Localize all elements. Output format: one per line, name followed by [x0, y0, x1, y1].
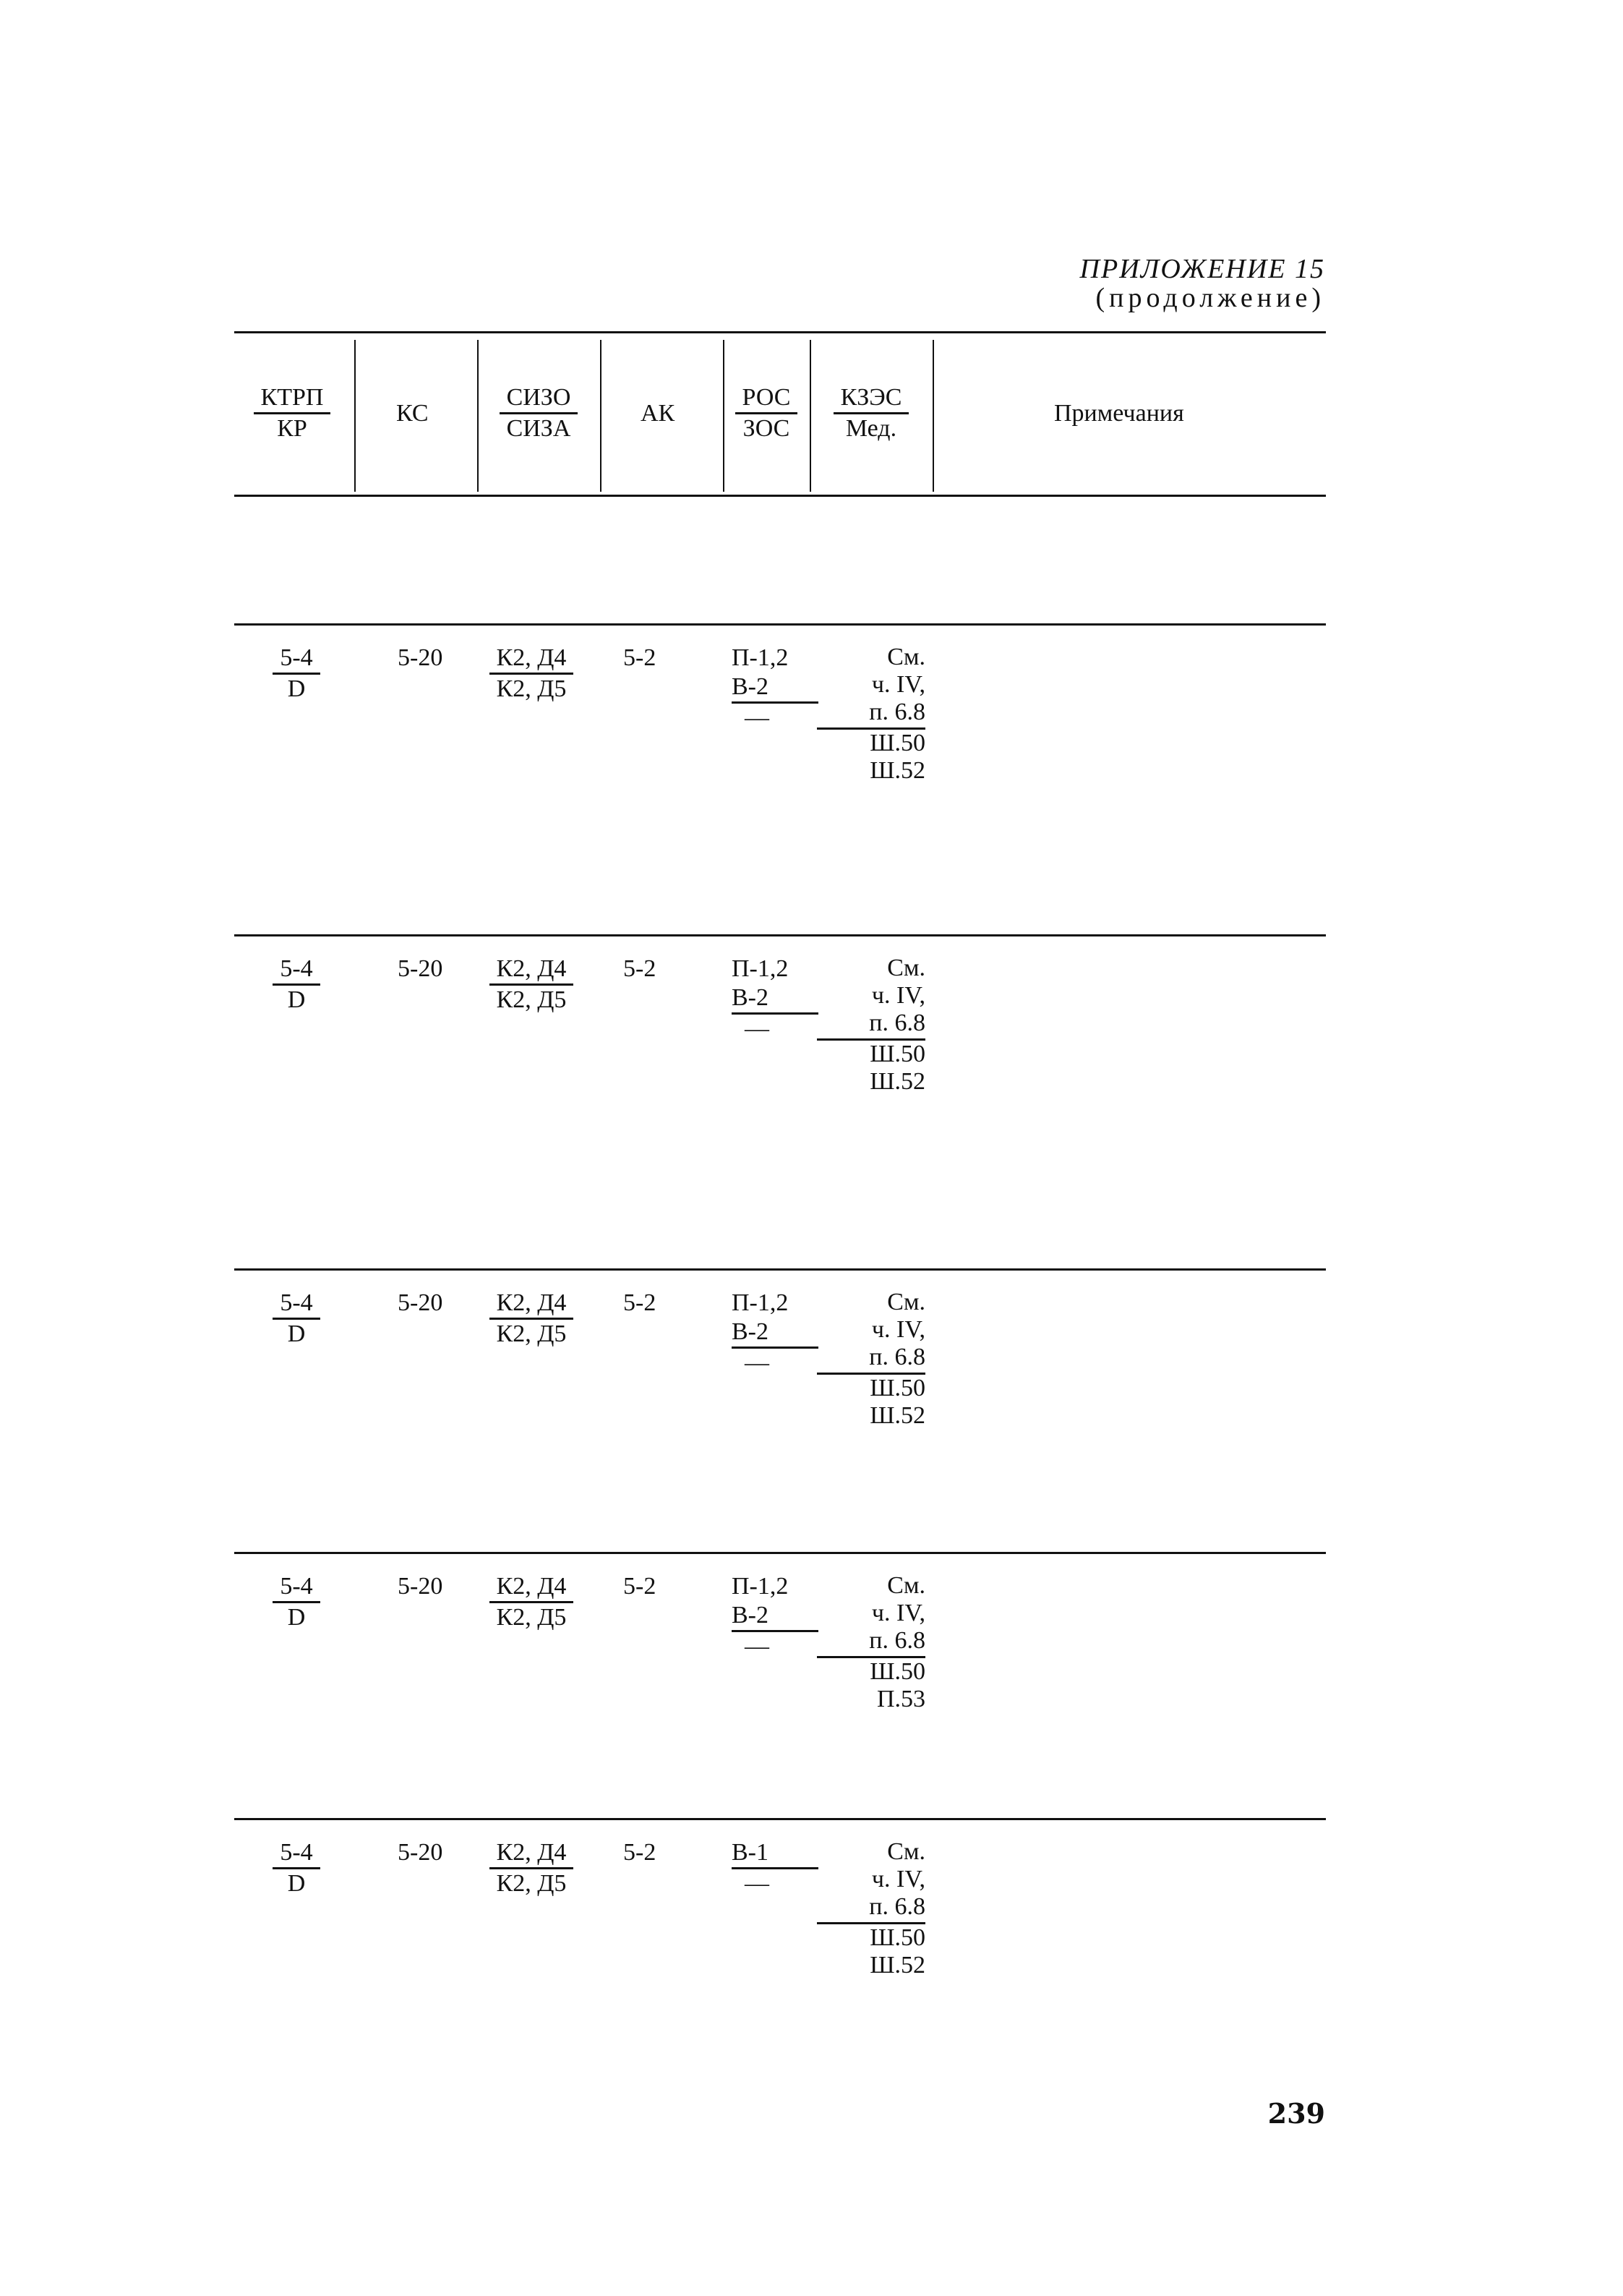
- cell-med-line1: Ш.50: [870, 1658, 925, 1685]
- col-divider: [477, 340, 479, 492]
- cell-med-line2: Ш.52: [870, 1952, 925, 1979]
- header-ks: КС: [396, 400, 429, 427]
- cell-sizo-siza: [470, 955, 593, 1015]
- cell-ros-zos: [732, 955, 818, 1044]
- header-sizo: СИЗО: [500, 383, 578, 414]
- cell-ks: 5-20: [398, 1573, 443, 1600]
- cell-ros-zos: [732, 1838, 818, 1898]
- header-ak: АК: [641, 400, 675, 427]
- header-ktrp-kr: [234, 383, 350, 443]
- cell-sizo: К2, Д4: [489, 1838, 574, 1869]
- cell-ktrp: 5-4: [273, 1838, 320, 1869]
- cell-ros-zos: [732, 644, 818, 733]
- header-ros: РОС: [735, 383, 798, 414]
- appendix-subtitle: (продолжение): [1095, 283, 1325, 313]
- header-ktrp: КТРП: [254, 383, 331, 414]
- cell-kr: D: [287, 1320, 306, 1347]
- appendix-heading: [1080, 255, 1325, 312]
- header-notes: Примечания: [1054, 400, 1184, 427]
- cell-ros: П-1,2: [732, 644, 789, 671]
- cell-ktrp-kr: [246, 1572, 347, 1632]
- col-divider: [933, 340, 934, 492]
- cell-dash: —: [745, 1349, 769, 1376]
- cell-ak: 5-2: [623, 955, 656, 982]
- cell-ks: 5-20: [398, 644, 443, 671]
- cell-siza: К2, Д5: [496, 1604, 567, 1631]
- cell-kzes-line1: См.: [887, 1289, 925, 1315]
- cell-ak: 5-2: [623, 644, 656, 671]
- cell-kr: D: [287, 1604, 306, 1631]
- cell-ktrp: 5-4: [273, 1289, 320, 1320]
- cell-med-line1: Ш.50: [870, 1375, 925, 1401]
- cell-siza: К2, Д5: [496, 986, 567, 1013]
- cell-kzes-line1: См.: [887, 644, 925, 670]
- cell-kzes-line1: См.: [887, 1572, 925, 1599]
- cell-kzes-med: [817, 644, 925, 785]
- row-separator: [234, 1552, 1326, 1554]
- header-bottom-rule: [234, 495, 1326, 497]
- cell-sizo-siza: [470, 1572, 593, 1632]
- row-separator: [234, 934, 1326, 936]
- cell-med-line2: Ш.52: [870, 757, 925, 784]
- cell-kzes-line3: п. 6.8: [869, 1893, 925, 1920]
- col-divider: [723, 340, 724, 492]
- cell-ktrp-kr: [246, 1838, 347, 1898]
- cell-med-line1: Ш.50: [870, 1041, 925, 1067]
- cell-kzes-line2: ч. IV,: [871, 1316, 925, 1343]
- cell-ks: 5-20: [398, 955, 443, 982]
- cell-siza: К2, Д5: [496, 675, 567, 702]
- cell-zos: В-2: [732, 673, 818, 704]
- cell-med-line1: Ш.50: [870, 730, 925, 756]
- cell-kzes-line3: п. 6.8: [869, 699, 925, 725]
- cell-dash: —: [745, 704, 769, 731]
- cell-ak: 5-2: [623, 1289, 656, 1316]
- cell-dash: —: [745, 1015, 769, 1042]
- cell-ak: 5-2: [623, 1573, 656, 1600]
- cell-kzes-line3: п. 6.8: [869, 1344, 925, 1370]
- header-siza: СИЗА: [506, 415, 571, 442]
- cell-siza: К2, Д5: [496, 1870, 567, 1897]
- header-kr: КР: [277, 415, 307, 442]
- cell-sizo-siza: [470, 644, 593, 704]
- cell-ks: 5-20: [398, 1289, 443, 1316]
- cell-zos: В-2: [732, 1601, 818, 1632]
- cell-med-line1: Ш.50: [870, 1924, 925, 1951]
- cell-zos: В-2: [732, 1318, 818, 1349]
- header-kzes-med: [813, 383, 929, 443]
- cell-ros-zos: [732, 1572, 818, 1661]
- col-divider: [600, 340, 601, 492]
- header-zos: ЗОС: [742, 415, 790, 442]
- cell-sizo: К2, Д4: [489, 955, 574, 986]
- cell-kzes-med: [817, 1289, 925, 1430]
- cell-kzes-line1: См.: [887, 955, 925, 981]
- col-divider: [810, 340, 811, 492]
- cell-ros-zos: [732, 1289, 818, 1378]
- cell-dash: —: [745, 1870, 769, 1897]
- cell-med-line2: Ш.52: [870, 1068, 925, 1095]
- cell-ktrp-kr: [246, 644, 347, 704]
- header-med: Мед.: [845, 415, 897, 442]
- cell-ktrp: 5-4: [273, 1572, 320, 1603]
- cell-med-line2: П.53: [876, 1686, 925, 1712]
- cell-ros: В-1: [732, 1839, 768, 1866]
- cell-ktrp-kr: [246, 955, 347, 1015]
- cell-ros: П-1,2: [732, 1573, 789, 1600]
- cell-kzes-line2: ч. IV,: [871, 982, 925, 1009]
- cell-kzes-med: [817, 955, 925, 1096]
- cell-ktrp-kr: [246, 1289, 347, 1349]
- header-ros-zos: [727, 383, 806, 443]
- row-separator: [234, 1268, 1326, 1271]
- cell-sizo-siza: [470, 1289, 593, 1349]
- cell-sizo-siza: [470, 1838, 593, 1898]
- cell-kr: D: [287, 1870, 306, 1897]
- cell-sizo: К2, Д4: [489, 644, 574, 675]
- cell-kzes-line2: ч. IV,: [871, 1866, 925, 1892]
- appendix-title: ПРИЛОЖЕНИЕ 15: [1079, 254, 1325, 284]
- table-top-rule: [234, 331, 1326, 333]
- cell-ks: 5-20: [398, 1839, 443, 1866]
- cell-sizo: К2, Д4: [489, 1289, 574, 1320]
- col-divider: [354, 340, 356, 492]
- page-number: 239: [1267, 2097, 1325, 2130]
- cell-kr: D: [287, 986, 306, 1013]
- cell-med-line2: Ш.52: [870, 1402, 925, 1429]
- cell-kzes-line2: ч. IV,: [871, 671, 925, 698]
- cell-ak: 5-2: [623, 1839, 656, 1866]
- row-separator: [234, 623, 1326, 626]
- cell-ros: П-1,2: [732, 1289, 789, 1316]
- cell-ros: П-1,2: [732, 955, 789, 982]
- header-sizo-siza: [481, 383, 596, 443]
- cell-dash: —: [745, 1633, 769, 1660]
- cell-kzes-line3: п. 6.8: [869, 1627, 925, 1654]
- cell-kzes-med: [817, 1572, 925, 1713]
- cell-ktrp: 5-4: [273, 955, 320, 986]
- cell-kzes-line3: п. 6.8: [869, 1010, 925, 1036]
- row-separator: [234, 1818, 1326, 1820]
- cell-kr: D: [287, 675, 306, 702]
- cell-kzes-med: [817, 1838, 925, 1979]
- header-kzes: КЗЭС: [834, 383, 909, 414]
- cell-kzes-line1: См.: [887, 1838, 925, 1865]
- cell-siza: К2, Д5: [496, 1320, 567, 1347]
- cell-ktrp: 5-4: [273, 644, 320, 675]
- cell-zos: В-2: [732, 983, 818, 1015]
- cell-kzes-line2: ч. IV,: [871, 1600, 925, 1626]
- cell-sizo: К2, Д4: [489, 1572, 574, 1603]
